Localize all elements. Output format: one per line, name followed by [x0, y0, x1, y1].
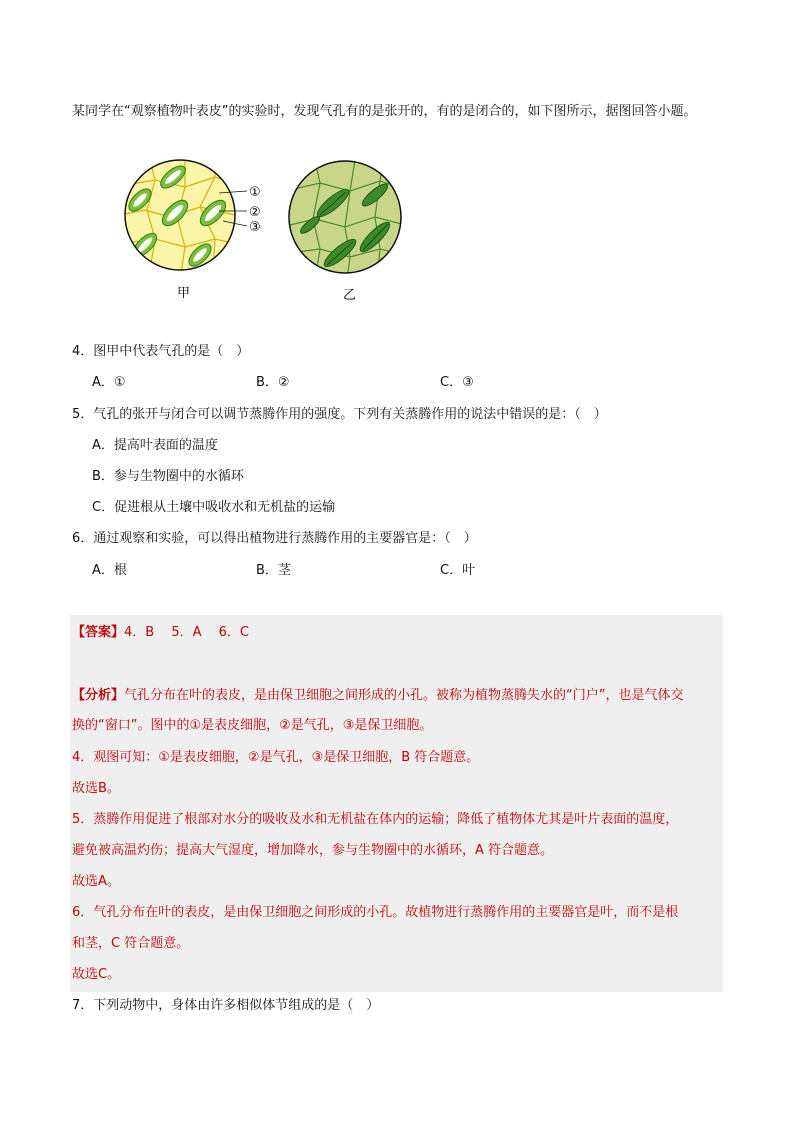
- caption-yi: 乙: [343, 288, 357, 303]
- analysis-line-2: 换的“窗口”。图中的①是表皮细胞，②是气孔，③是保卫细胞。: [72, 718, 433, 733]
- question-5-stem: 5．气孔的张开与闭合可以调节蒸腾作用的强度。下列有关蒸腾作用的说法中错误的是：（ ）: [72, 407, 607, 422]
- marker-1: ①: [249, 185, 261, 200]
- intro-text: 某同学在“观察植物叶表皮”的实验时，发现气孔有的是张开的，有的是闭合的，如下图所示，据图回答小题。: [72, 104, 697, 119]
- analysis-line-9: 和茎，C 符合题意。: [72, 936, 190, 951]
- analysis-line-8: 6．气孔分布在叶的表皮，是由保卫细胞之间形成的小孔。故植物进行蒸腾作用的主要器官是叶，而不是根: [72, 905, 679, 920]
- analysis-text-1: 气孔分布在叶的表皮，是由保卫细胞之间形成的小孔。被称为植物蒸腾失水的“门户”，也是气体交: [124, 688, 684, 703]
- analysis-line-3: 4．观图可知：①是表皮细胞，②是气孔，③是保卫细胞，B 符合题意。: [72, 750, 480, 765]
- question-5-option-a: A．提高叶表面的温度: [92, 438, 218, 453]
- stomata-diagram: [115, 155, 415, 305]
- analysis-line-5: 5．蒸腾作用促进了根部对水分的吸收及水和无机盐在体内的运输；降低了植物体尤其是叶片表面的温度，: [72, 812, 679, 827]
- question-4-option-a: A．①: [92, 375, 126, 390]
- analysis-line-4: 故选B。: [72, 781, 120, 796]
- analysis-line-7: 故选A。: [72, 874, 120, 889]
- question-6-option-c: C．叶: [440, 563, 476, 578]
- question-4-stem: 4．图甲中代表气孔的是（ ）: [72, 344, 250, 359]
- marker-2: ②: [249, 205, 261, 220]
- closed-stomata-circle: [285, 155, 415, 285]
- question-4-option-b: B．②: [256, 375, 290, 390]
- answer-line: [72, 623, 249, 643]
- caption-jia: 甲: [177, 286, 191, 301]
- analysis-line-1: [72, 686, 684, 706]
- question-6-stem: 6．通过观察和实验，可以得出植物进行蒸腾作用的主要器官是：（ ）: [72, 531, 477, 546]
- marker-3: ③: [249, 220, 261, 235]
- answer-text: 4．B 5．A 6．C: [124, 625, 249, 640]
- question-5-option-b: B．参与生物圈中的水循环: [92, 469, 244, 484]
- stomata-figure: [115, 155, 415, 305]
- answer-label: 【答案】: [72, 625, 125, 640]
- question-7-stem: 7．下列动物中，身体由许多相似体节组成的是（ ）: [72, 998, 380, 1013]
- question-5-option-c: C．促进根从土壤中吸收水和无机盐的运输: [92, 500, 336, 515]
- open-stomata-circle: [115, 155, 245, 285]
- analysis-line-10: 故选C。: [72, 967, 121, 982]
- question-6-option-b: B．茎: [256, 563, 291, 578]
- analysis-label: 【分析】: [72, 688, 125, 703]
- question-4-option-c: C．③: [440, 375, 474, 390]
- question-6-option-a: A．根: [92, 563, 127, 578]
- analysis-line-6: 避免被高温灼伤；提高大气湿度，增加降水，参与生物圈中的水循环，A 符合题意。: [72, 843, 554, 858]
